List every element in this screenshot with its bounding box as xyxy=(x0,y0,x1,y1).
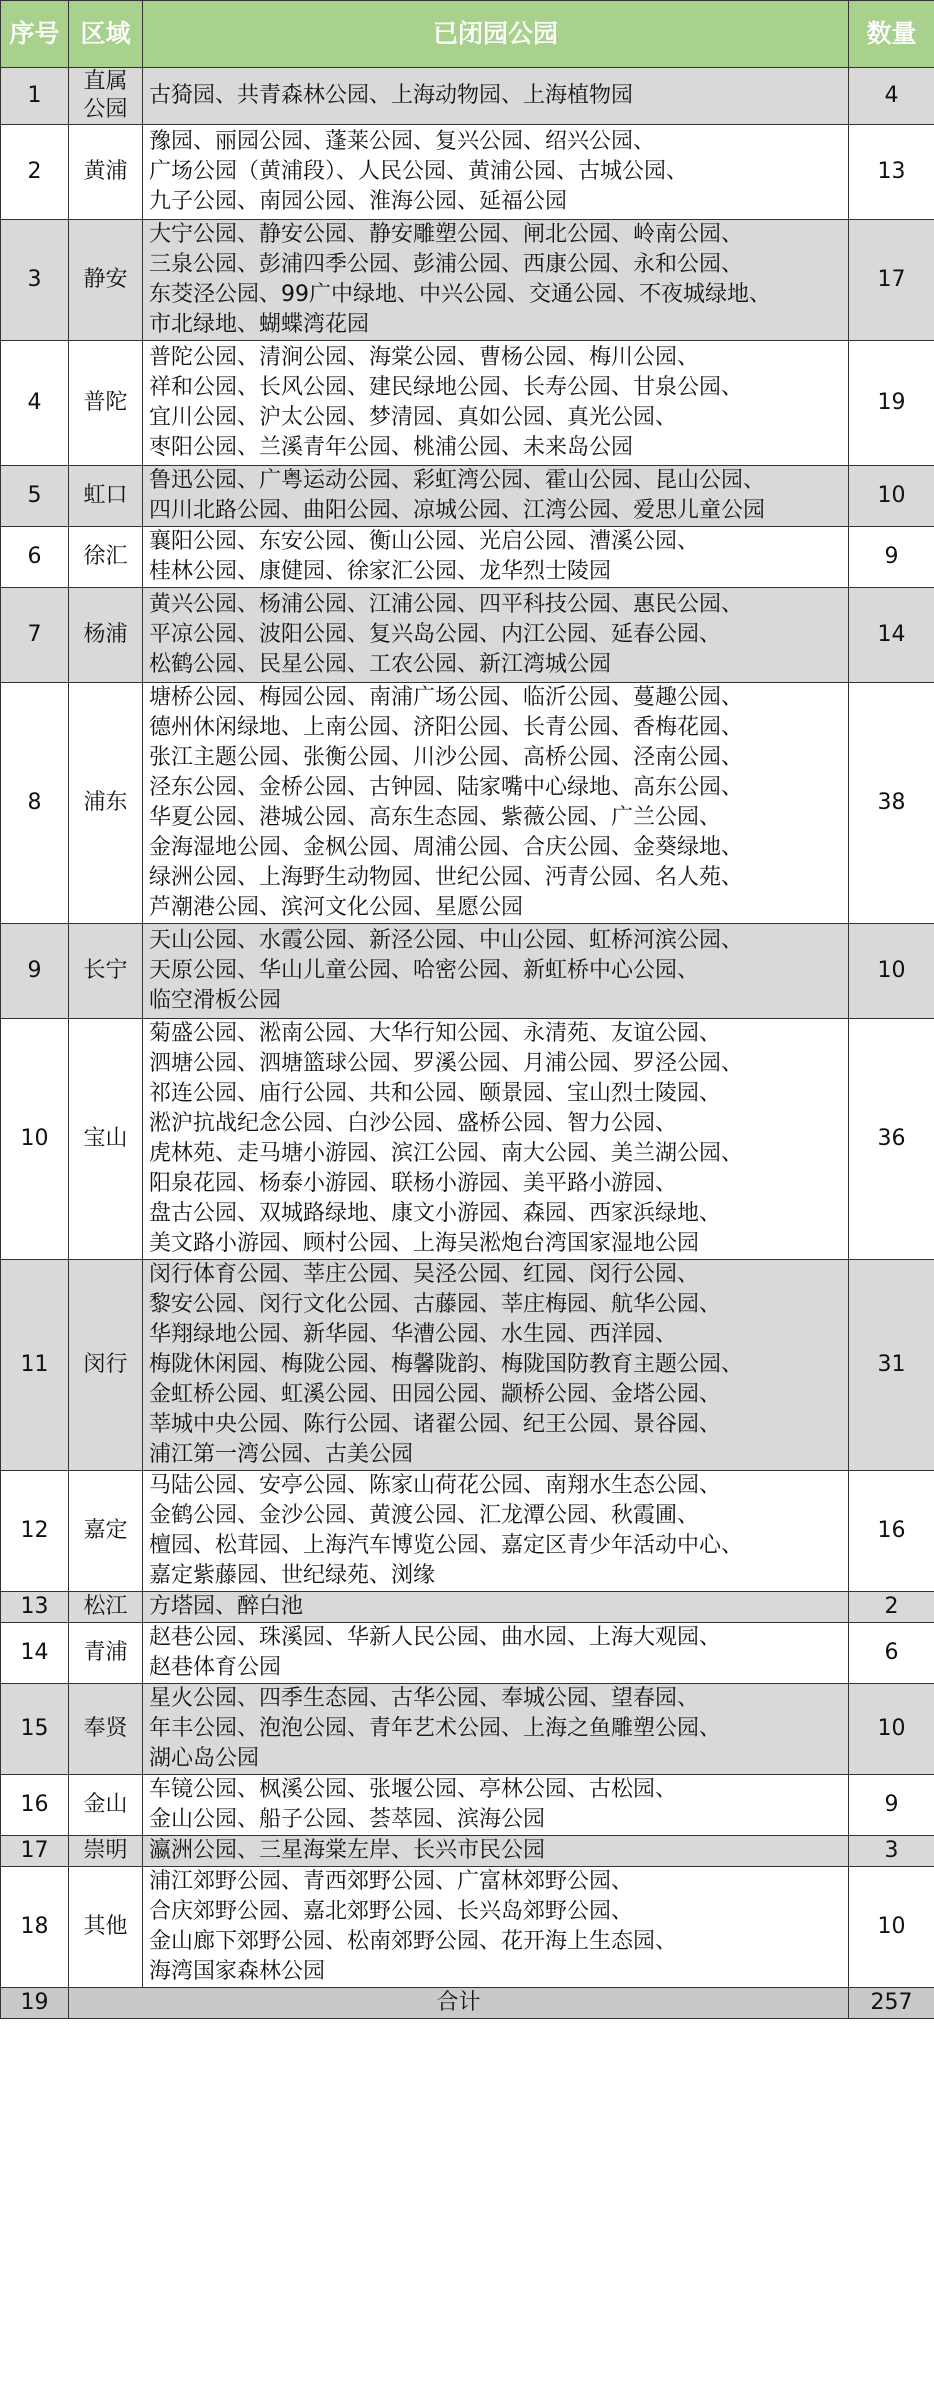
table-row xyxy=(1,1775,934,1836)
row-count: 31 xyxy=(849,1260,934,1471)
row-count: 10 xyxy=(849,466,934,527)
row-district: 徐汇 xyxy=(69,527,143,588)
total-count: 257 xyxy=(849,1988,934,2019)
table-row xyxy=(1,1019,934,1260)
table-row xyxy=(1,683,934,924)
row-index: 14 xyxy=(1,1623,69,1684)
row-count: 13 xyxy=(849,125,934,220)
row-district: 浦东 xyxy=(69,683,143,924)
row-count: 10 xyxy=(849,1684,934,1775)
row-parks: 浦江郊野公园、青西郊野公园、广富林郊野公园、 合庆郊野公园、嘉北郊野公园、长兴岛郊野公园、 金山廊下郊野公园、松南郊野公园、花开海上生态园、 海湾国家森林公园 xyxy=(143,1867,849,1988)
row-parks: 车镜公园、枫溪公园、张堰公园、亭林公园、古松园、 金山公园、船子公园、荟萃园、滨海公园 xyxy=(143,1775,849,1836)
row-count: 9 xyxy=(849,527,934,588)
table-row xyxy=(1,1623,934,1684)
row-index: 11 xyxy=(1,1260,69,1471)
row-index: 12 xyxy=(1,1471,69,1592)
row-parks: 瀛洲公园、三星海棠左岸、长兴市民公园 xyxy=(143,1836,849,1867)
row-count: 17 xyxy=(849,220,934,341)
table-row xyxy=(1,220,934,341)
row-parks: 大宁公园、静安公园、静安雕塑公园、闸北公园、岭南公园、 三泉公园、彭浦四季公园、彭浦公园、西康公园、永和公园、 东茭泾公园、99广中绿地、中兴公园、交通公园、不夜城绿地、 市北绿地、蝴蝶湾花园 xyxy=(143,220,849,341)
row-parks: 塘桥公园、梅园公园、南浦广场公园、临沂公园、蔓趣公园、 德州休闲绿地、上南公园、济阳公园、长青公园、香梅花园、 张江主题公园、张衡公园、川沙公园、高桥公园、泾南公园、 泾东公园、金桥公园、古钟园、陆家嘴中心绿地、高东公园、 华夏公园、港城公园、高东生态园、紫薇公园、广兰公园、 金海湿地公园、金枫公园、周浦公园、合庆公园、金葵绿地、 绿洲公园、上海野生动物园、世纪公园、沔青公园、名人苑、 芦潮港公园、滨河文化公园、星愿公园 xyxy=(143,683,849,924)
table-row xyxy=(1,527,934,588)
row-parks: 赵巷公园、珠溪园、华新人民公园、曲水园、上海大观园、 赵巷体育公园 xyxy=(143,1623,849,1684)
table-row xyxy=(1,1592,934,1623)
row-district: 长宁 xyxy=(69,924,143,1019)
row-index: 18 xyxy=(1,1867,69,1988)
row-count: 14 xyxy=(849,588,934,683)
table-row xyxy=(1,1471,934,1592)
row-count: 16 xyxy=(849,1471,934,1592)
header-district: 区域 xyxy=(69,1,143,68)
row-district: 宝山 xyxy=(69,1019,143,1260)
table-row xyxy=(1,924,934,1019)
row-parks: 黄兴公园、杨浦公园、江浦公园、四平科技公园、惠民公园、 平凉公园、波阳公园、复兴岛公园、内江公园、延春公园、 松鹤公园、民星公园、工农公园、新江湾城公园 xyxy=(143,588,849,683)
row-index: 16 xyxy=(1,1775,69,1836)
row-district: 崇明 xyxy=(69,1836,143,1867)
row-index: 8 xyxy=(1,683,69,924)
row-district: 杨浦 xyxy=(69,588,143,683)
row-count: 38 xyxy=(849,683,934,924)
row-index: 2 xyxy=(1,125,69,220)
table-footer xyxy=(1,1988,934,2019)
row-district: 闵行 xyxy=(69,1260,143,1471)
row-district: 黄浦 xyxy=(69,125,143,220)
row-district: 虹口 xyxy=(69,466,143,527)
table-row xyxy=(1,588,934,683)
row-district: 静安 xyxy=(69,220,143,341)
header-parks: 已闭园公园 xyxy=(143,1,849,68)
row-index: 15 xyxy=(1,1684,69,1775)
row-parks: 襄阳公园、东安公园、衡山公园、光启公园、漕溪公园、 桂林公园、康健园、徐家汇公园、龙华烈士陵园 xyxy=(143,527,849,588)
table-row xyxy=(1,1867,934,1988)
row-district: 其他 xyxy=(69,1867,143,1988)
row-count: 10 xyxy=(849,1867,934,1988)
row-index: 1 xyxy=(1,68,69,125)
row-index: 7 xyxy=(1,588,69,683)
table-row xyxy=(1,125,934,220)
row-index: 13 xyxy=(1,1592,69,1623)
row-count: 4 xyxy=(849,68,934,125)
row-parks: 豫园、丽园公园、蓬莱公园、复兴公园、绍兴公园、 广场公园（黄浦段）、人民公园、黄浦公园、古城公园、 九子公园、南园公园、淮海公园、延福公园 xyxy=(143,125,849,220)
header-index: 序号 xyxy=(1,1,69,68)
table-row xyxy=(1,1836,934,1867)
row-district: 松江 xyxy=(69,1592,143,1623)
table-row xyxy=(1,1684,934,1775)
table-row xyxy=(1,341,934,466)
row-count: 10 xyxy=(849,924,934,1019)
row-parks: 星火公园、四季生态园、古华公园、奉城公园、望春园、 年丰公园、泡泡公园、青年艺术公园、上海之鱼雕塑公园、 湖心岛公园 xyxy=(143,1684,849,1775)
table-row xyxy=(1,1260,934,1471)
row-district: 金山 xyxy=(69,1775,143,1836)
row-district: 奉贤 xyxy=(69,1684,143,1775)
row-parks: 方塔园、醉白池 xyxy=(143,1592,849,1623)
table-body xyxy=(1,68,934,1988)
header-row xyxy=(1,1,934,68)
total-row xyxy=(1,1988,934,2019)
table-row xyxy=(1,68,934,125)
row-index: 4 xyxy=(1,341,69,466)
row-district: 直属 公园 xyxy=(69,68,143,125)
row-parks: 马陆公园、安亭公园、陈家山荷花公园、南翔水生态公园、 金鹤公园、金沙公园、黄渡公园、汇龙潭公园、秋霞圃、 檀园、松茸园、上海汽车博览公园、嘉定区青少年活动中心、 嘉定紫藤园、世纪绿苑、浏缘 xyxy=(143,1471,849,1592)
row-parks: 古猗园、共青森林公园、上海动物园、上海植物园 xyxy=(143,68,849,125)
row-district: 青浦 xyxy=(69,1623,143,1684)
row-count: 3 xyxy=(849,1836,934,1867)
row-index: 6 xyxy=(1,527,69,588)
row-parks: 鲁迅公园、广粤运动公园、彩虹湾公园、霍山公园、昆山公园、 四川北路公园、曲阳公园、凉城公园、江湾公园、爱思儿童公园 xyxy=(143,466,849,527)
row-parks: 菊盛公园、淞南公园、大华行知公园、永清苑、友谊公园、 泗塘公园、泗塘篮球公园、罗溪公园、月浦公园、罗泾公园、 祁连公园、庙行公园、共和公园、颐景园、宝山烈士陵园、 淞沪抗战纪念公园、白沙公园、盛桥公园、智力公园、 虎林苑、走马塘小游园、滨江公园、南大公园、美兰湖公园、 阳泉花园、杨泰小游园、联杨小游园、美平路小游园、 盘古公园、双城路绿地、康文小游园、森园、西家浜绿地、 美文路小游园、顾村公园、上海吴淞炮台湾国家湿地公园 xyxy=(143,1019,849,1260)
row-parks: 闵行体育公园、莘庄公园、吴泾公园、红园、闵行公园、 黎安公园、闵行文化公园、古藤园、莘庄梅园、航华公园、 华翔绿地公园、新华园、华漕公园、水生园、西洋园、 梅陇休闲园、梅陇公园、梅馨陇韵、梅陇国防教育主题公园、 金虹桥公园、虹溪公园、田园公园、颛桥公园、金塔公园、 莘城中央公园、陈行公园、诸翟公园、纪王公园、景谷园、 浦江第一湾公园、古美公园 xyxy=(143,1260,849,1471)
row-district: 普陀 xyxy=(69,341,143,466)
row-index: 17 xyxy=(1,1836,69,1867)
row-parks: 普陀公园、清涧公园、海棠公园、曹杨公园、梅川公园、 祥和公园、长风公园、建民绿地公园、长寿公园、甘泉公园、 宜川公园、沪太公园、梦清园、真如公园、真光公园、 枣阳公园、兰溪青年公园、桃浦公园、未来岛公园 xyxy=(143,341,849,466)
total-index: 19 xyxy=(1,1988,69,2019)
row-index: 9 xyxy=(1,924,69,1019)
row-count: 9 xyxy=(849,1775,934,1836)
row-parks: 天山公园、水霞公园、新泾公园、中山公园、虹桥河滨公园、 天原公园、华山儿童公园、哈密公园、新虹桥中心公园、 临空滑板公园 xyxy=(143,924,849,1019)
row-index: 3 xyxy=(1,220,69,341)
row-count: 6 xyxy=(849,1623,934,1684)
row-district: 嘉定 xyxy=(69,1471,143,1592)
table-header xyxy=(1,1,934,68)
table-row xyxy=(1,466,934,527)
total-label: 合计 xyxy=(69,1988,849,2019)
header-count: 数量 xyxy=(849,1,934,68)
row-count: 19 xyxy=(849,341,934,466)
row-index: 10 xyxy=(1,1019,69,1260)
row-count: 2 xyxy=(849,1592,934,1623)
row-index: 5 xyxy=(1,466,69,527)
row-count: 36 xyxy=(849,1019,934,1260)
